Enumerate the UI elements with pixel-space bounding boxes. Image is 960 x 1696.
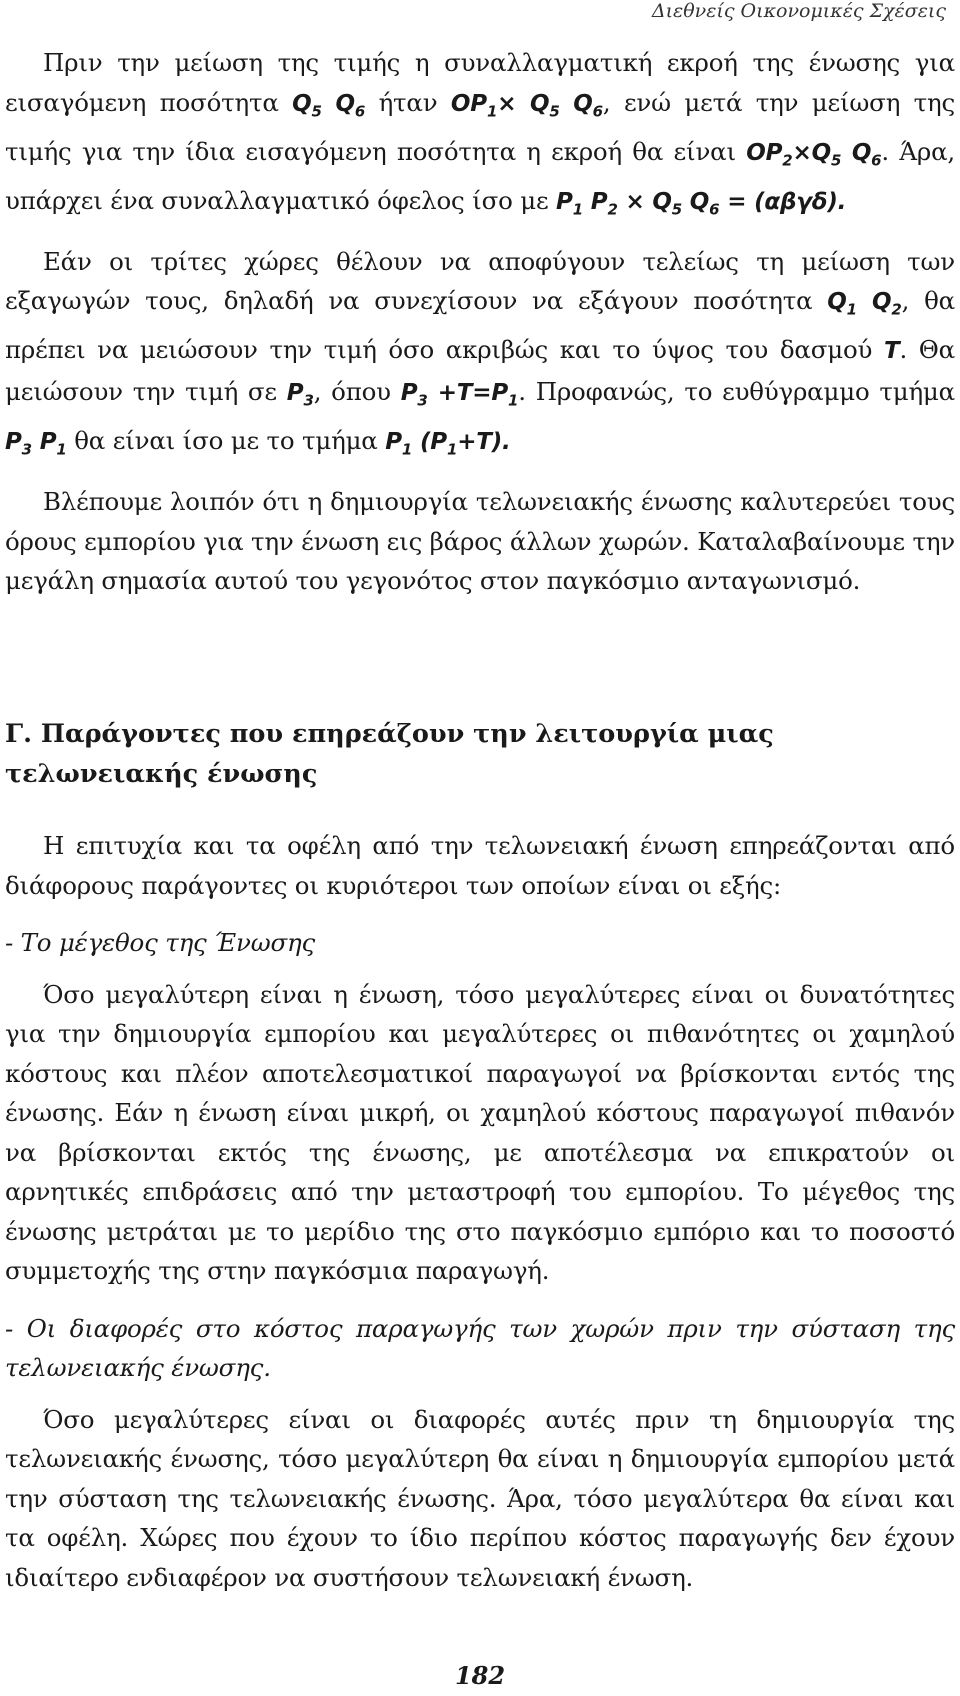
text-run: , όπου: [313, 376, 401, 406]
math-run: $P_1$ $P_2 \times Q_5$ $Q_6 = (\alpha\beta\gamma\delta)$.: [556, 188, 847, 219]
subheading-union-size: - Το μέγεθος της Ένωσης: [5, 928, 316, 957]
text-run: Πριν την μείωση της τιμής η συναλλαγματική εκροή της ένωσης για εισαγόμενη ποσότητα: [5, 48, 955, 117]
text-run: . Θα μειώσουν την τιμή σε: [5, 335, 956, 406]
paragraph-exchange-outflow: [5, 43, 955, 230]
text-run: Εάν οι τρίτες χώρες θέλουν να αποφύγουν τελείως τη μείωση των εξαγωγών τους, δηλαδή να συνεχίσουν να εξάγουν ποσότητα: [5, 246, 955, 316]
text-run: , θα πρέπει να μειώσουν την τιμή όσο ακριβώς και το ύψος του δασμού: [5, 286, 955, 365]
math-run: $Q_1$ $Q_2$: [827, 289, 902, 319]
paragraph-terms-of-trade: Βλέπουμε λοιπόν ότι η δημιουργία τελωνειακής ένωσης καλυτερεύει τους όρους εμπορίου για την ένωση εις βάρος άλλων χωρών. Καταλαβαίνουμε την μεγάλη σημασία αυτού του γεγονότος στον παγκόσμιο ανταγωνισμό.: [5, 487, 955, 596]
math-run: $OP_1\times Q_5$ $Q_6$: [450, 90, 603, 121]
subheading-cost-differences: - Οι διαφορές στο κόστος παραγωγής των χωρών πριν την σύσταση της τελωνειακής ένωσης.: [5, 1313, 955, 1382]
running-header: Διεθνείς Οικονομικές Σχέσεις: [651, 0, 946, 22]
paragraph-factors-intro: Η επιτυχία και τα οφέλη από την τελωνειακή ένωση επηρεάζονται από διάφορους παράγοντες οι κυριότεροι των οποίων είναι οι εξής:: [5, 831, 955, 900]
text-run: , ενώ μετά την μείωση της τιμής για την ίδια εισαγόμενη ποσότητα η εκροή θα είναι: [5, 87, 956, 166]
section-heading: Γ. Παράγοντες που επηρεάζουν την λειτουργία μιας τελωνειακής ένωσης: [5, 719, 774, 789]
math-run: $P_1$ $(P_1+T)$.: [385, 428, 511, 459]
top-text-block: [5, 43, 955, 601]
math-run: $OP_2\times Q_5$ $Q_6$: [746, 139, 882, 170]
math-run: $P_3 +T=P_1$: [400, 379, 519, 410]
text-run: . Άρα, υπάρχει ένα συναλλαγματικό όφελος ίσο με: [5, 136, 955, 215]
page-number: 182: [454, 1661, 506, 1690]
text-run: θα είναι ίσο με το τμήμα: [66, 425, 386, 455]
text-run: . Προφανώς, το ευθύγραμμο τμήμα: [518, 376, 955, 406]
bottom-text-block: [5, 826, 955, 1597]
math-run: $P_3$: [286, 379, 314, 410]
text-run: ήταν: [365, 87, 451, 117]
paragraph-union-size: Όσο μεγαλύτερη είναι η ένωση, τόσο μεγαλύτερες είναι οι δυνατότητες για την δημιουργία εμπορίου και μεγαλύτερες οι πιθανότητες οι χαμηλού κόστους και πλέον αποτελεσματικοί παραγωγοί να βρίσκονται εντός της ένωσης. Εάν η ένωση είναι μικρή, οι χαμηλού κόστους παραγωγοί πιθανόν να βρίσκονται εκτός της ένωσης, με αποτέλεσμα να επικρατούν οι αρνητικές επιδράσεις από την μεταστροφή του εμπορίου. Το μέγεθος της ένωσης μετράται με το μερίδιο της στο παγκόσμιο εμπόριο και το ποσοστό συμμετοχής της στην παγκόσμια παραγωγή.: [5, 979, 955, 1285]
math-run: $Q_5$ $Q_6$: [292, 90, 366, 121]
math-run: T: [883, 338, 900, 365]
math-run: $P_3$ $P_1$: [5, 428, 67, 459]
paragraph-cost-differences: Όσο μεγαλύτερες είναι οι διαφορές αυτές πριν τη δημιουργία της τελωνειακής ένωσης, τόσο μεγαλύτερη θα είναι η δημιουργία εμπορίου μετά την σύσταση της τελωνειακής ένωσης. Άρα, τόσο μεγαλύτερα θα είναι και τα οφέλη. Χώρες που έχουν το ίδιο περίπου κόστος παραγωγής δεν έχουν ιδιαίτερο ενδιαφέρον να συστήσουν τελωνειακή ένωση.: [5, 1404, 955, 1592]
paragraph-third-countries: [5, 242, 955, 470]
